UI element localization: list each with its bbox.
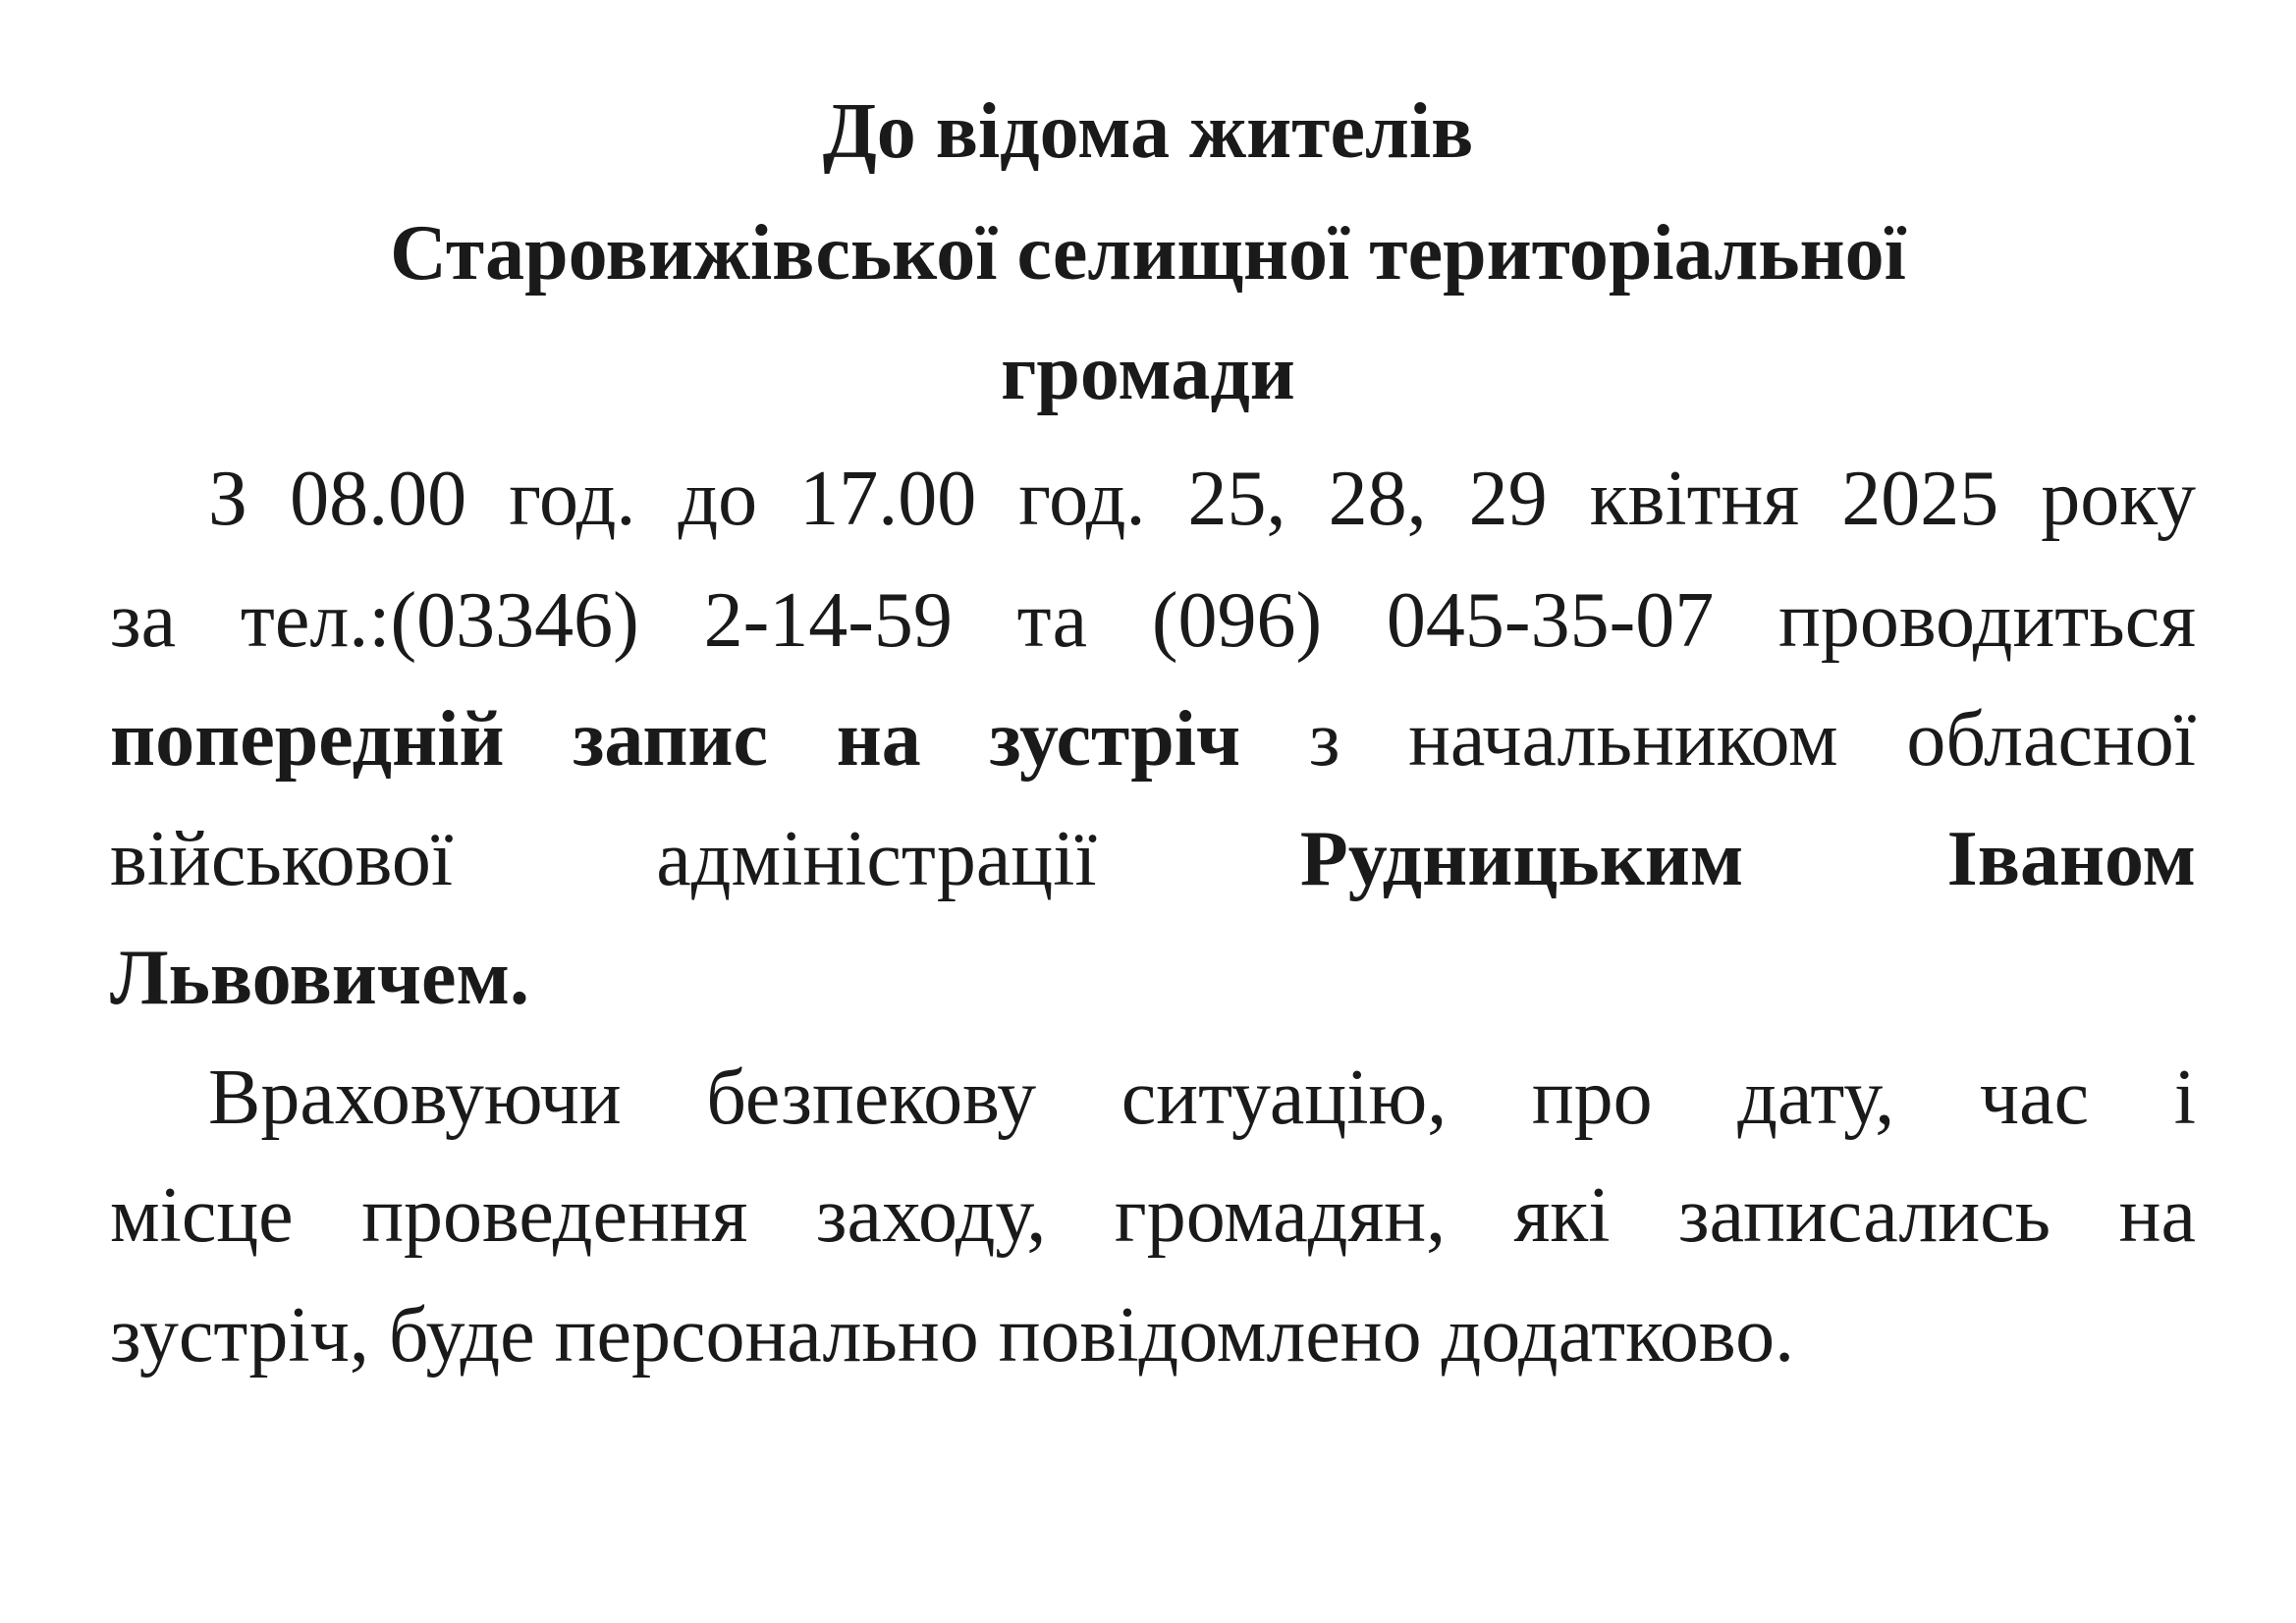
heading-line-2: Старовижівської селищної територіальної [390,210,1906,297]
heading-line-1: До відома жителів [822,88,1474,175]
paragraph1-line-3-rest: з начальником обласної [1240,696,2196,783]
official-patronymic: Львовичем. [110,935,529,1021]
official-first-name: Іваном [1946,816,2197,902]
paragraph1-line-3 [110,696,2196,783]
paragraph1-line-1: З 08.00 год. до 17.00 год. 25, 28, 29 квітня 2025 року [208,456,2196,542]
word-administration: адміністрації [656,816,1097,902]
heading-line-3: громади [1001,330,1295,416]
word-military: військової [110,816,454,902]
paragraph1-line-4 [110,816,2197,902]
paragraph2-line-3: зустріч, буде персонально повідомлено додатково. [110,1292,1795,1379]
official-surname: Рудницьким [1299,816,1744,902]
appointment-emphasis: попередній запис на зустріч [110,696,1241,783]
paragraph1-line-2: за тел.:(03346) 2-14-59 та (096) 045-35-07 проводиться [110,577,2196,664]
paragraph2-line-2: місце проведення заходу, громадян, які записались на [110,1172,2196,1259]
paragraph2-line-1: Враховуючи безпекову ситуацію, про дату, час і [208,1055,2196,1141]
